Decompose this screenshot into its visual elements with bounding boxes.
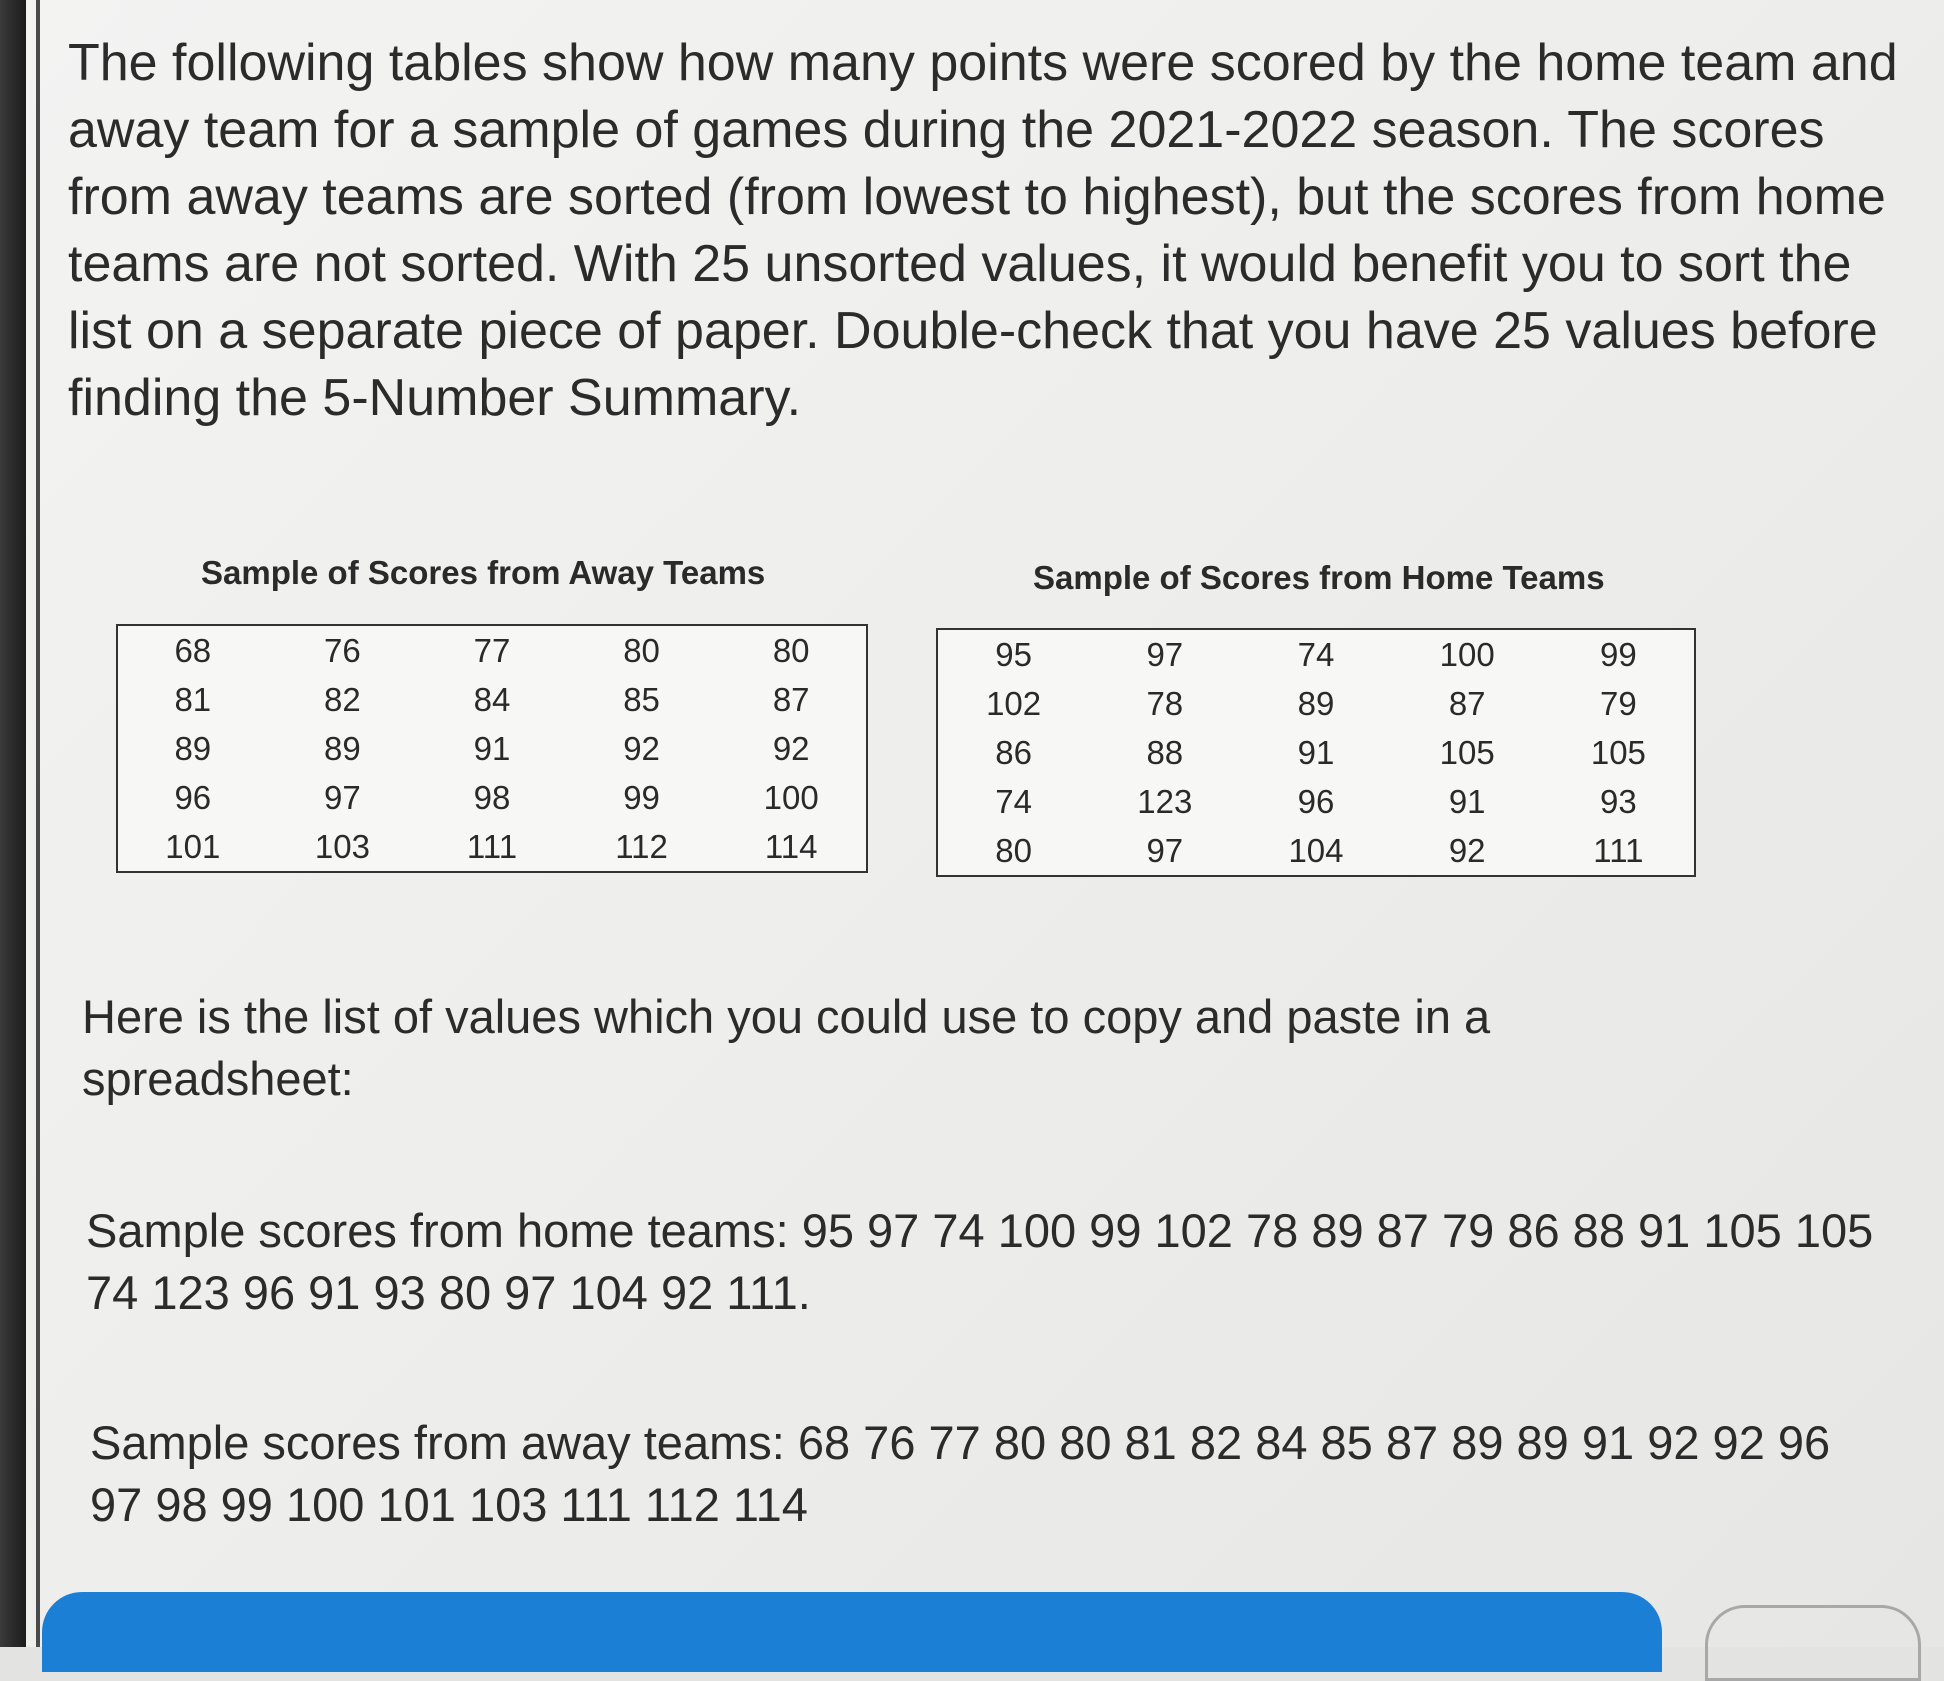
table-cell: 77 [473, 631, 511, 669]
away-scores-table [116, 624, 868, 873]
table-cell: 74 [995, 782, 1032, 820]
table-row [937, 679, 1695, 728]
table-cell: 76 [324, 631, 361, 669]
table-cell: 80 [772, 631, 810, 669]
table-cell: 103 [314, 827, 370, 865]
table-cell: 114 [764, 827, 818, 865]
home-scores-table [936, 628, 1696, 877]
table-cell: 104 [1288, 831, 1344, 869]
table-cell: 92 [772, 729, 810, 767]
table-row [117, 625, 867, 675]
table-cell: 92 [623, 729, 660, 767]
table-cell: 91 [1297, 733, 1335, 771]
table-cell: 101 [165, 827, 221, 865]
table-cell: 79 [1600, 684, 1637, 722]
table-cell: 87 [772, 680, 810, 718]
table-cell: 80 [623, 631, 660, 669]
table-row [117, 773, 867, 822]
table-cell: 100 [1439, 635, 1495, 673]
table-cell: 88 [1146, 733, 1184, 771]
table-cell: 99 [623, 778, 660, 816]
table-row [937, 826, 1695, 876]
table-cell: 81 [174, 680, 212, 718]
table-cell: 93 [1600, 782, 1637, 820]
table-cell: 82 [324, 680, 361, 718]
table-cell: 95 [995, 635, 1032, 673]
table-cell: 97 [1146, 831, 1184, 869]
panel-left-border [36, 0, 40, 1647]
table-cell: 91 [473, 729, 511, 767]
table-cell: 105 [1590, 733, 1646, 771]
away-table-title: Sample of Scores from Away Teams [201, 554, 766, 591]
table-cell: 97 [324, 778, 361, 816]
table-cell: 89 [174, 729, 212, 767]
table-cell: 68 [174, 631, 212, 669]
table-cell: 87 [1448, 684, 1486, 722]
copy-paste-note: Here is the list of values which you could use to copy and paste in a spreadsheet: [82, 990, 1491, 1105]
table-cell: 100 [763, 778, 819, 816]
table-cell: 111 [466, 827, 518, 865]
table-cell: 98 [473, 778, 511, 816]
table-cell: 112 [615, 827, 668, 865]
table-row [937, 728, 1695, 777]
table-cell: 74 [1297, 635, 1335, 673]
table-cell: 105 [1439, 733, 1495, 771]
table-cell: 84 [473, 680, 511, 718]
table-row [117, 675, 867, 724]
table-cell: 102 [986, 684, 1042, 722]
home-table-title: Sample of Scores from Home Teams [1033, 559, 1605, 596]
device-bezel [0, 0, 26, 1647]
table-cell: 97 [1146, 635, 1184, 673]
secondary-action-button[interactable] [1705, 1605, 1921, 1681]
instructions-paragraph: The following tables show how many points were scored by the home team and away team for a sample of games during the 2021-2022 season. The scores from away teams are sorted (from lowest to highest), but the scores from home teams are not sorted. With 25 unsorted values, it would benefit you to sort the list on a separate piece of paper. Double-check that you have 25 values before finding the 5-Number Summary. [68, 34, 1898, 427]
away-scores-list: Sample scores from away teams: 68 76 77 80 80 81 82 84 85 87 89 89 91 92 92 96 97 98 99 100 101 103 111 112 114 [90, 1416, 1831, 1531]
primary-action-button[interactable] [42, 1592, 1662, 1672]
table-cell: 111 [1593, 831, 1644, 869]
table-cell: 80 [995, 831, 1032, 869]
table-cell: 86 [995, 733, 1032, 771]
table-cell: 89 [324, 729, 361, 767]
table-row [937, 629, 1695, 679]
table-row [117, 822, 867, 872]
table-cell: 123 [1137, 782, 1193, 820]
home-scores-list: Sample scores from home teams: 95 97 74 100 99 102 78 89 87 79 86 88 91 105 105 74 123 96 91 93 80 97 104 92 111. [86, 1204, 1874, 1319]
table-cell: 89 [1297, 684, 1335, 722]
table-cell: 92 [1448, 831, 1486, 869]
table-row [117, 724, 867, 773]
table-cell: 85 [623, 680, 660, 718]
table-cell: 99 [1600, 635, 1637, 673]
table-cell: 96 [174, 778, 212, 816]
table-row [937, 777, 1695, 826]
table-cell: 91 [1448, 782, 1486, 820]
table-cell: 78 [1146, 684, 1184, 722]
table-cell: 96 [1297, 782, 1335, 820]
